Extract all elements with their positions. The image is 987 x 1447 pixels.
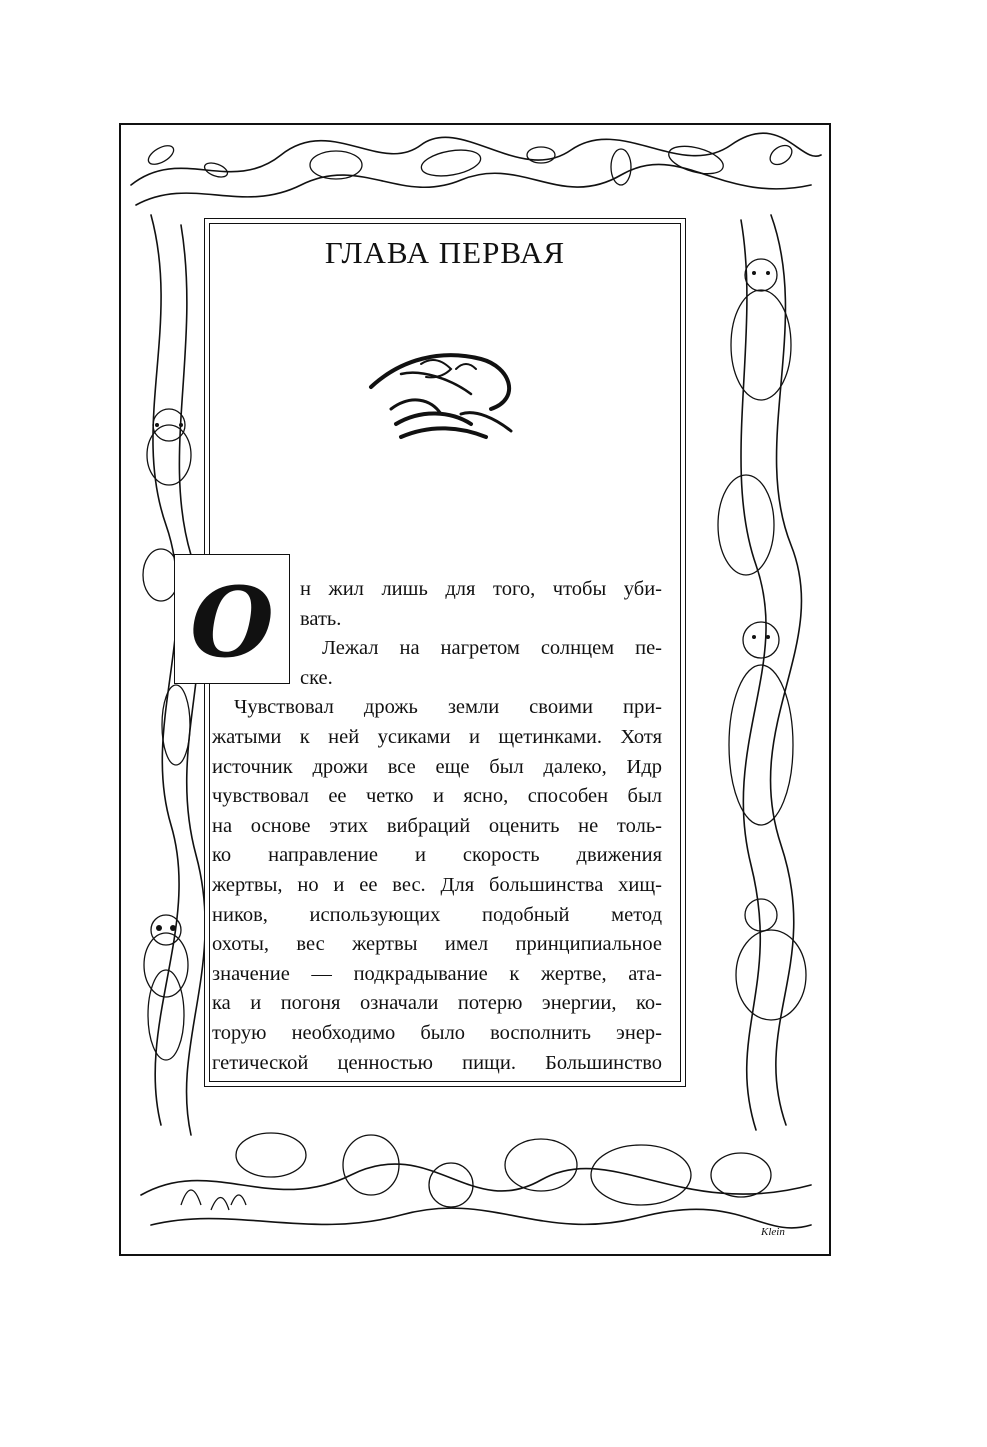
calligraphic-ornament <box>361 339 531 449</box>
text-line: Чувствовал дрожь земли своими при- <box>234 696 662 719</box>
chapter-text <box>212 575 662 1078</box>
text-line: охоты, вес жертвы имел принципиальное <box>212 933 662 956</box>
text-line: ка и погоня означали потерю энергии, ко- <box>212 992 662 1015</box>
text-line: жертвы, но и ее вес. Для большинства хищ- <box>212 873 662 896</box>
drop-cap-letter: О <box>190 566 274 679</box>
text-line: значение — подкрадывание к жертве, ата- <box>212 962 662 985</box>
text-line: н жил лишь для того, чтобы уби- <box>300 578 662 600</box>
text-line: ников, использующих подобный метод <box>212 903 662 926</box>
text-line: вать. <box>300 607 342 630</box>
text-line: чувствовал ее четко и ясно, способен был <box>212 785 662 808</box>
paragraph-1 <box>212 575 662 634</box>
text-line: на основе этих вибраций оценить не толь- <box>212 814 662 837</box>
text-line: гетической ценностью пищи. Большинство <box>212 1051 662 1074</box>
text-line: ко направление и скорость движения <box>212 844 662 867</box>
artist-signature: Klein <box>761 1226 785 1238</box>
text-line: жатыми к ней усиками и щетинками. Хотя <box>212 725 662 748</box>
text-line: ске. <box>300 666 333 689</box>
text-line: источник дрожи все еще был далеко, Идр <box>212 755 662 778</box>
text-line: Лежал на нагретом солнцем пе- <box>322 637 662 660</box>
chapter-title: ГЛАВА ПЕРВАЯ <box>324 235 566 270</box>
paragraph-3 <box>212 693 662 1078</box>
paragraph-2 <box>212 634 662 693</box>
text-line: торую необходимо было восполнить энер- <box>212 1021 662 1044</box>
